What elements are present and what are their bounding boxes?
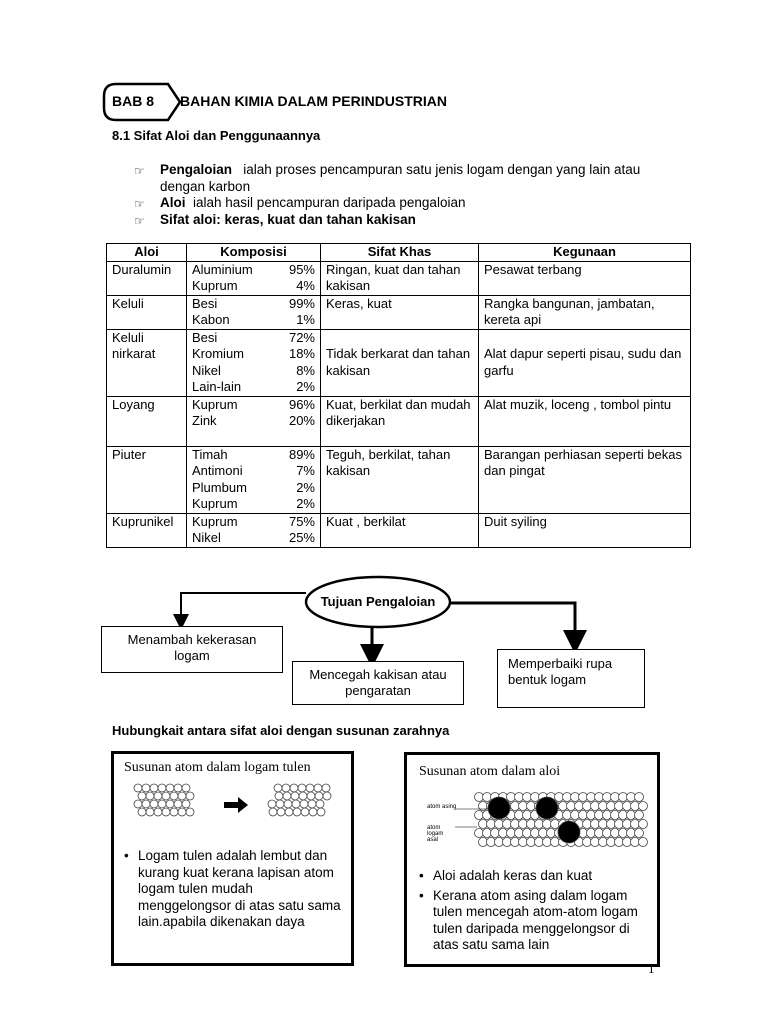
cell-sifat: Kuat, berkilat dan mudah dikerjakan: [321, 396, 479, 446]
composition-line: [192, 496, 315, 513]
element-percent: 7%: [296, 463, 315, 478]
metal-atom: [283, 792, 291, 800]
element-name: Zink: [192, 413, 217, 428]
element-name: Plumbum: [192, 479, 247, 495]
metal-atom: [639, 820, 648, 829]
metal-atom: [291, 792, 299, 800]
composition-line: [192, 330, 315, 347]
point-text: Kerana atom asing dalam logam tulen mencegah atom-atom logam tulen daripada menggelongsor di atas satu sama lain: [433, 887, 638, 952]
table-body: [107, 261, 691, 547]
composition-line: [192, 312, 315, 329]
definition-item: [134, 212, 674, 229]
definition-term: Pengaloian: [160, 162, 233, 177]
metal-atom: [174, 784, 182, 792]
metal-atom: [162, 792, 170, 800]
element-percent: 1%: [296, 312, 315, 327]
metal-atom: [314, 784, 322, 792]
pointing-hand-icon: ☞: [134, 213, 145, 228]
composition-line: [192, 447, 315, 464]
metal-atom: [635, 811, 644, 820]
element-percent: 99%: [288, 295, 315, 311]
metal-atom: [322, 784, 330, 792]
element-percent: 2%: [296, 479, 315, 495]
cell-komposisi: [187, 396, 321, 446]
table-row: [107, 446, 691, 513]
page-number: 1: [648, 961, 655, 976]
metal-atom: [268, 800, 276, 808]
element-percent: 2%: [296, 496, 315, 511]
metal-atom: [186, 792, 194, 800]
metal-atom: [316, 800, 324, 808]
cell-kegunaan: Barangan perhiasan seperti bekas dan pingat: [479, 446, 691, 513]
definition-text: ialah proses pencampuran satu jenis logam dengan yang lain atau: [243, 162, 641, 177]
pointing-hand-icon: ☞: [134, 164, 145, 178]
metal-atom: [178, 792, 186, 800]
metal-atom: [282, 784, 290, 792]
element-name: Besi: [192, 329, 218, 345]
metal-atom: [639, 802, 648, 811]
element-percent: 4%: [296, 278, 315, 293]
element-name: Nikel: [192, 530, 221, 545]
element-name: Besi: [192, 295, 218, 311]
metal-atom: [170, 792, 178, 800]
element-percent: 25%: [288, 530, 315, 545]
element-name: Kuprum: [192, 513, 238, 529]
metal-atom: [284, 800, 292, 808]
metal-atom: [635, 793, 644, 802]
column-header: Aloi: [107, 244, 187, 262]
original-atom-label: atom logam asal: [427, 825, 444, 843]
metal-atom: [154, 792, 162, 800]
metal-atom: [274, 784, 282, 792]
metal-atom: [269, 808, 277, 816]
definition-term: Aloi: [160, 195, 186, 210]
metal-atom: [323, 792, 331, 800]
metal-atom: [146, 792, 154, 800]
list-item: [124, 848, 349, 931]
element-percent: 2%: [296, 379, 315, 394]
cell-sifat: Tidak berkarat dan tahan kakisan: [321, 329, 479, 396]
metal-atom: [142, 784, 150, 792]
composition-line: [192, 363, 315, 380]
element-name: Timah: [192, 446, 228, 462]
cell-komposisi: [187, 513, 321, 547]
metal-atom: [146, 808, 154, 816]
cell-kegunaan: Alat muzik, loceng , tombol pintu: [479, 396, 691, 446]
metal-atom: [635, 829, 644, 838]
panel-title: Susunan atom dalam logam tulen: [124, 760, 311, 775]
point-text: Logam tulen adalah lembut dan kurang kuat kerana lapisan atom logam tulen mudah menggelongsor di atas satu sama lain.apabila dikenakan daya: [138, 848, 341, 929]
chapter-label: BAB 8: [112, 93, 155, 109]
metal-atom: [275, 792, 283, 800]
foreign-atom-label: atom asing: [427, 804, 457, 810]
element-name: Kabon: [192, 312, 230, 327]
metal-atom: [154, 808, 162, 816]
cell-sifat: Teguh, berkilat, tahan kakisan: [321, 446, 479, 513]
metal-atom: [292, 800, 300, 808]
metal-atom: [162, 808, 170, 816]
metal-atom: [290, 784, 298, 792]
metal-atom: [150, 784, 158, 792]
element-name: Kuprum: [192, 496, 238, 511]
composition-line: [192, 480, 315, 497]
metal-atom: [293, 808, 301, 816]
column-header: Komposisi: [187, 244, 321, 262]
definition-list: [134, 162, 674, 228]
metal-atom: [308, 800, 316, 808]
metal-atom: [138, 792, 146, 800]
bullet-dot: •: [124, 848, 129, 863]
composition-line: [192, 463, 315, 480]
element-name: Nikel: [192, 362, 221, 378]
pure-metal-panel: [111, 751, 354, 966]
element-name: Kuprum: [192, 278, 238, 293]
cell-sifat: Ringan, kuat dan tahan kakisan: [321, 261, 479, 295]
cell-komposisi: [187, 446, 321, 513]
metal-atom: [150, 800, 158, 808]
element-name: Aluminium: [192, 261, 253, 277]
metal-atom: [639, 838, 648, 847]
list-item: [419, 868, 649, 885]
definition-item: [134, 162, 674, 195]
composition-line: [192, 296, 315, 313]
metal-atom: [134, 784, 142, 792]
cell-aloi: Piuter: [107, 446, 187, 513]
metal-atom: [142, 800, 150, 808]
purpose-text: Memperbaiki rupa bentuk logam: [508, 656, 613, 687]
pointing-hand-icon: ☞: [134, 197, 145, 211]
metal-atom: [277, 808, 285, 816]
metal-atom: [166, 784, 174, 792]
table-header-row: [107, 244, 691, 262]
metal-atom: [138, 808, 146, 816]
composition-line: [192, 379, 315, 396]
slide-arrow-icon: [224, 797, 248, 813]
purpose-box-corrosion: [292, 661, 464, 705]
definition-item: [134, 195, 674, 212]
cell-aloi: Keluli nirkarat: [107, 329, 187, 396]
cell-aloi: Duralumin: [107, 261, 187, 295]
metal-atom: [315, 792, 323, 800]
table-row: [107, 261, 691, 295]
composition-line: [192, 530, 315, 547]
relation-title: Hubungkait antara sifat aloi dengan susunan zarahnya: [112, 723, 450, 738]
metal-atom: [317, 808, 325, 816]
pure-metal-points: [124, 848, 349, 934]
metal-atom: [276, 800, 284, 808]
element-name: Kromium: [192, 346, 245, 361]
alloy-table: [106, 243, 691, 548]
cell-kegunaan: Duit syiling: [479, 513, 691, 547]
element-percent: 95%: [288, 261, 315, 277]
element-percent: 20%: [288, 413, 315, 428]
alloy-panel: [404, 752, 660, 967]
foreign-atom: [488, 797, 510, 819]
foreign-atom: [558, 821, 580, 843]
cell-aloi: Kuprunikel: [107, 513, 187, 547]
bullet-dot: •: [419, 887, 424, 903]
definition-text-cont: dengan karbon: [160, 178, 251, 194]
bullet-dot: •: [419, 868, 424, 883]
metal-atom: [158, 800, 166, 808]
composition-line: [192, 514, 315, 531]
composition-line: [192, 278, 315, 295]
metal-atom: [300, 800, 308, 808]
metal-atom: [158, 784, 166, 792]
element-percent: 72%: [288, 329, 315, 345]
purpose-text: Mencegah kakisan atau pengaratan: [309, 667, 447, 698]
column-header: Sifat Khas: [321, 244, 479, 262]
table-row: [107, 513, 691, 547]
composition-line: [192, 262, 315, 279]
metal-atom: [299, 792, 307, 800]
purpose-title: Tujuan Pengaloian: [320, 594, 436, 609]
metal-atom: [170, 808, 178, 816]
cell-kegunaan: Alat dapur seperti pisau, sudu dan garfu: [479, 329, 691, 396]
element-name: Antimoni: [192, 463, 243, 478]
table-row: [107, 396, 691, 446]
metal-atom: [285, 808, 293, 816]
purpose-box-appearance: [497, 649, 645, 708]
metal-atom: [298, 784, 306, 792]
cell-komposisi: [187, 329, 321, 396]
element-percent: 89%: [288, 446, 315, 462]
metal-atom: [309, 808, 317, 816]
panel-title: Susunan atom dalam aloi: [419, 764, 561, 779]
metal-atom: [174, 800, 182, 808]
purpose-box-hardness: [101, 626, 283, 673]
column-header: Kegunaan: [479, 244, 691, 262]
cell-komposisi: [187, 261, 321, 295]
element-percent: 75%: [288, 513, 315, 529]
point-text: Aloi adalah keras dan kuat: [433, 868, 593, 883]
cell-komposisi: [187, 295, 321, 329]
metal-atom: [186, 808, 194, 816]
element-percent: 8%: [296, 362, 315, 378]
metal-atom: [182, 800, 190, 808]
metal-atom: [307, 792, 315, 800]
list-item: [419, 888, 649, 954]
element-percent: 96%: [288, 396, 315, 412]
metal-atom: [134, 800, 142, 808]
cell-kegunaan: Rangka bangunan, jambatan, kereta api: [479, 295, 691, 329]
foreign-atom: [536, 797, 558, 819]
metal-atom: [166, 800, 174, 808]
metal-atom: [182, 784, 190, 792]
definition-term: Sifat aloi: keras, kuat dan tahan kakisan: [160, 211, 416, 227]
definition-text: ialah hasil pencampuran daripada pengaloian: [193, 195, 466, 210]
element-percent: 18%: [288, 346, 315, 361]
cell-sifat: Kuat , berkilat: [321, 513, 479, 547]
chapter-title: BAHAN KIMIA DALAM PERINDUSTRIAN: [180, 93, 448, 109]
metal-atom: [178, 808, 186, 816]
cell-sifat: Keras, kuat: [321, 295, 479, 329]
cell-kegunaan: Pesawat terbang: [479, 261, 691, 295]
table-row: [107, 295, 691, 329]
table-row: [107, 329, 691, 396]
alloy-atoms-diagram: [407, 789, 657, 857]
section-title: 8.1 Sifat Aloi dan Penggunaannya: [112, 128, 321, 143]
composition-line: [192, 346, 315, 363]
composition-line: [192, 413, 315, 430]
element-name: Lain-lain: [192, 379, 242, 394]
purpose-text: Menambah kekerasan logam: [127, 632, 257, 663]
cell-aloi: Loyang: [107, 396, 187, 446]
metal-atom: [301, 808, 309, 816]
element-name: Kuprum: [192, 396, 238, 412]
alloy-points: [419, 868, 649, 957]
composition-line: [192, 397, 315, 414]
metal-atom: [306, 784, 314, 792]
pure-metal-atoms-diagram: [126, 780, 336, 830]
cell-aloi: Keluli: [107, 295, 187, 329]
